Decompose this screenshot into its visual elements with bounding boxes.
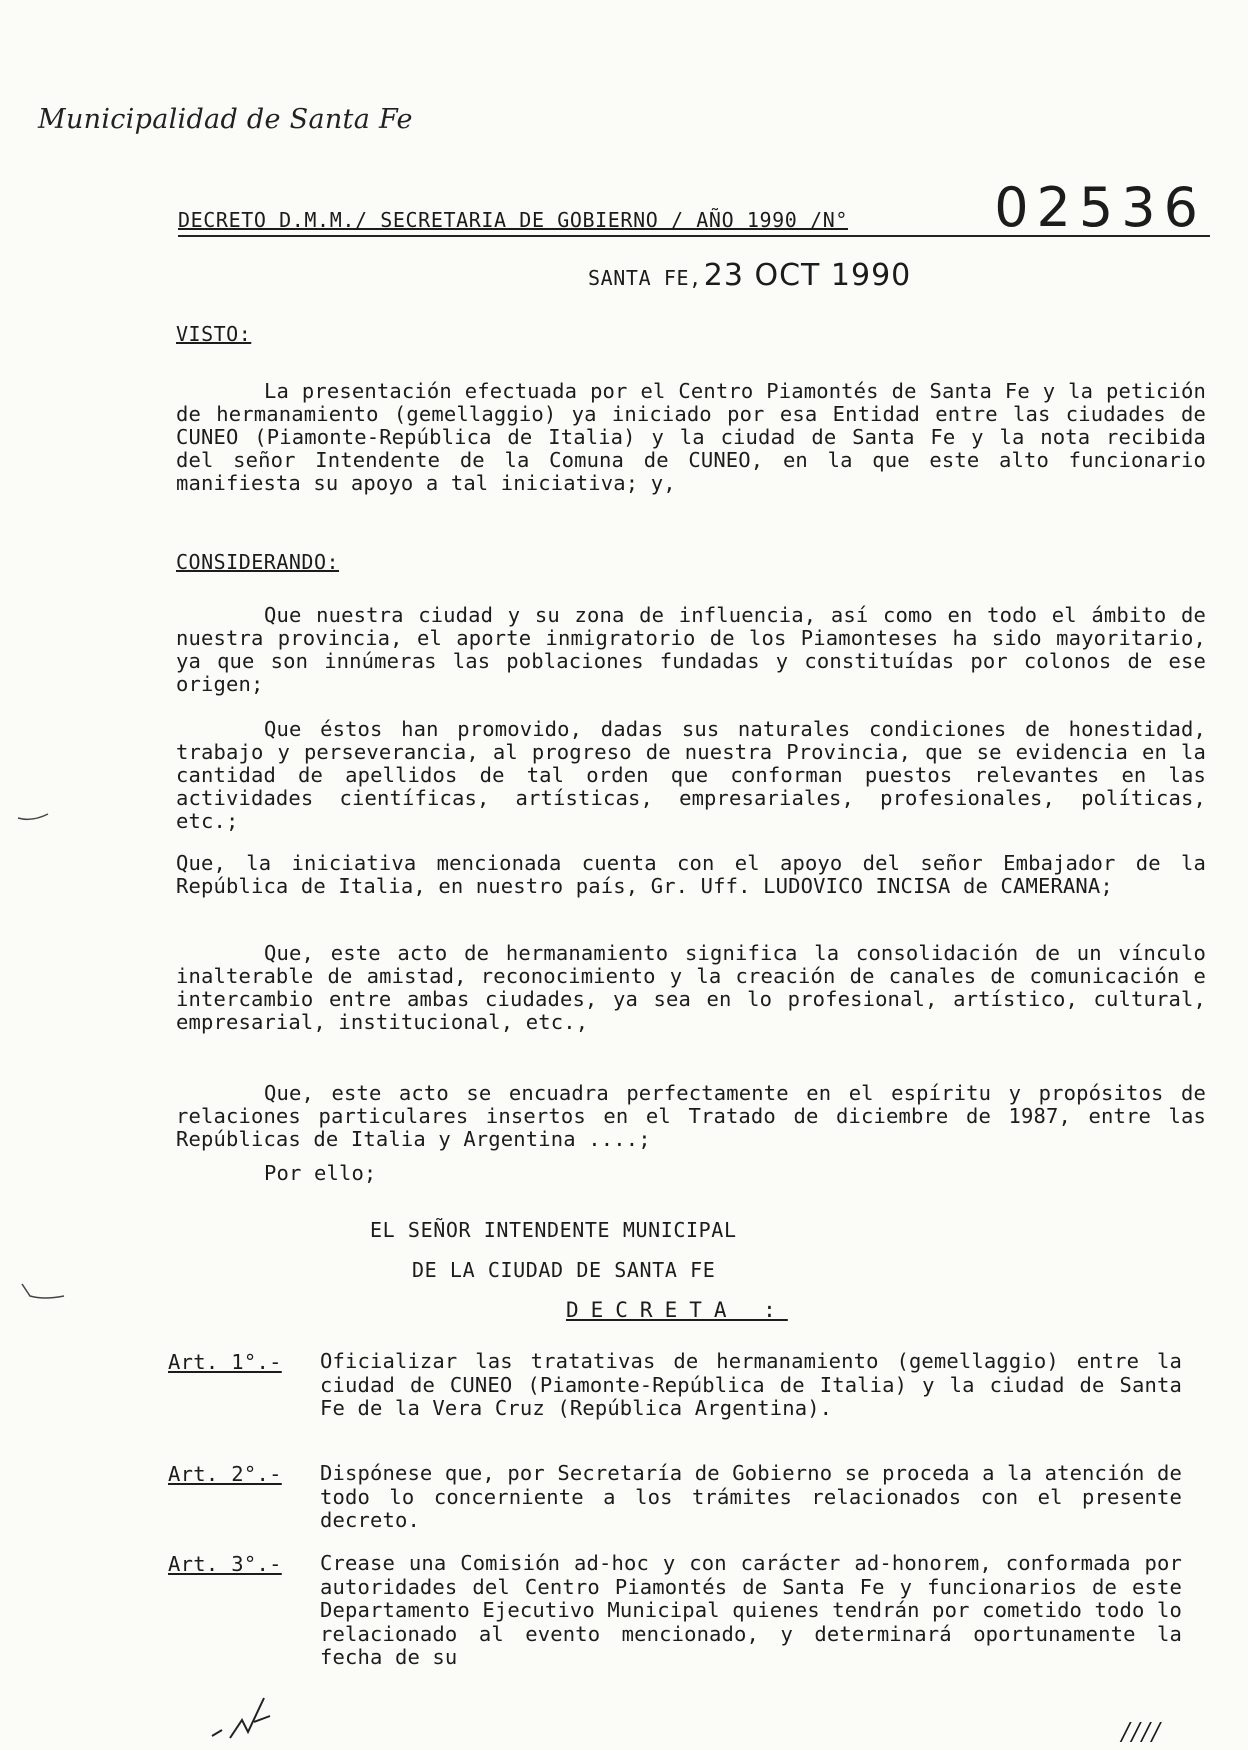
article-text: Oficializar las tratativas de hermanamiento (gemellaggio) entre la ciudad de CUNEO (Piamonte-República de Italia) y la ciudad de Santa Fe de la Vera Cruz (República Argentina). [320,1349,1182,1420]
margin-mark-icon [20,1280,66,1302]
visto-text: La presentación efectuada por el Centro Piamontés de Santa Fe y la petición de hermanamiento (gemellaggio) ya iniciado por esa Entidad entre las ciudades de CUNEO (Piamonte-República de Italia) y la ciudad de Santa Fe y la nota recibida del señor Intendente de la Comuna de CUNEO, en la que este alto funcionario manifiesta su apoyo a tal iniciativa; y, [176,379,1206,495]
decree-reference: DECRETO D.M.M./ SECRETARIA DE GOBIERNO / AÑO 1990 /N° [178,208,848,232]
decree-number: 02536 [994,176,1206,239]
article-text: Crease una Comisión ad-hoc y con carácter ad-honorem, conformada por autoridades del Centro Piamontés de Santa Fe y funcionarios de este Departamento Ejecutivo Municipal quienes tendrán por cometido todo lo relacionado al evento mencionado, y determinará oportunamente la fecha de su [320,1551,1182,1669]
date-stamp: 23 OCT 1990 [703,258,912,293]
authority-line-2: DE LA CIUDAD DE SANTA FE [412,1258,716,1282]
place: SANTA FE, [588,266,702,290]
considerando-paragraph: Que, este acto de hermanamiento significa la consolidación de un vínculo inalterable de amistad, reconocimiento y la creación de canales de comunicación e intercambio entre ambas ciudades, ya sea en lo profesional, artístico, cultural, empresarial, institucional, etc., [176,941,1206,1034]
visto-heading: VISTO: [176,322,252,346]
considerando-paragraph: Que nuestra ciudad y su zona de influencia, así como en todo el ámbito de nuestra provincia, el aporte inmigratorio de los Piamonteses ha sido mayoritario, ya que son innúmeras las poblaciones fundadas y constituídas por colonos de ese origen; [176,603,1206,696]
decreta-heading: DECRETA : [566,1298,788,1322]
article-text: Dispónese que, por Secretaría de Gobierno se proceda a la atención de todo lo concerniente a los trámites relacionados con el presente decreto. [320,1461,1182,1532]
considerando-closing: Por ello; [264,1161,377,1185]
article-label: Art. 3°.- [168,1552,282,1576]
considerando-heading: CONSIDERANDO: [176,550,340,574]
considerando-paragraph: Que, este acto se encuadra perfectamente en el espíritu y propósitos de relaciones particulares insertos en el Tratado de diciembre de 1987, entre las Repúblicas de Italia y Argentina ....; [176,1081,1206,1151]
authority-line-1: EL SEÑOR INTENDENTE MUNICIPAL [370,1218,737,1242]
decree-header [178,176,1210,239]
letterhead: Municipalidad de Santa Fe [38,104,413,135]
article-label: Art. 1°.- [168,1350,282,1374]
considerando-paragraph: Que, la iniciativa mencionada cuenta con el apoyo del señor Embajador de la República de Italia, en nuestro país, Gr. Uff. LUDOVICO INCISA de CAMERANA; [176,851,1206,898]
initials-scribble-icon [208,1692,298,1742]
margin-mark-icon [16,800,50,822]
continuation-mark: //// [1121,1718,1162,1746]
considerando-paragraph: Que éstos han promovido, dadas sus naturales condiciones de honestidad, trabajo y perseverancia, al progreso de nuestra Provincia, que se evidencia en la cantidad de apellidos de tal orden que conforman puestos relevantes en las actividades científicas, artísticas, empresariales, profesionales, políticas, etc.; [176,717,1206,833]
place-date [588,258,911,293]
article-label: Art. 2°.- [168,1462,282,1486]
